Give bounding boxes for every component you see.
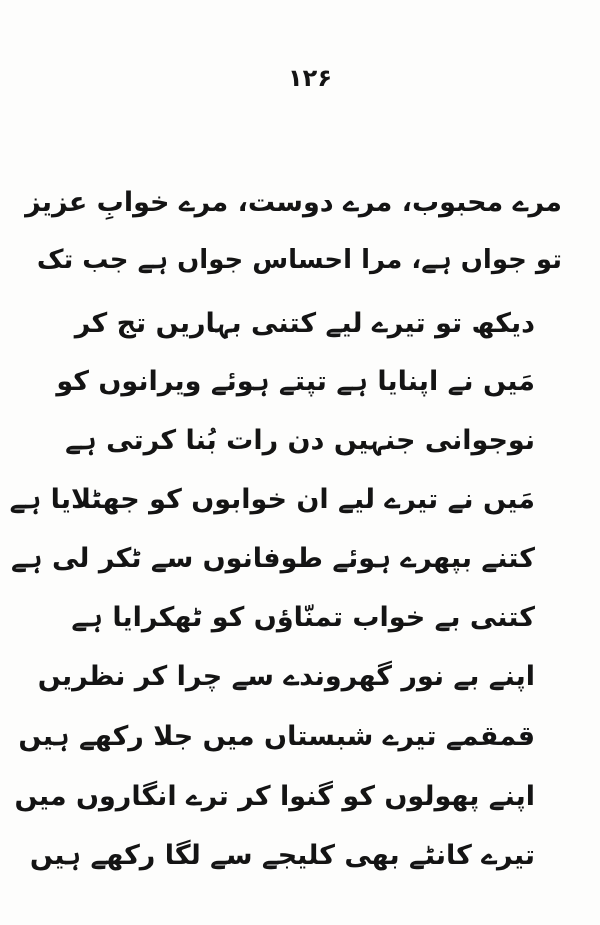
poem-line-3: نوجوانی جنہیں دن رات بُنا کرتی ہے xyxy=(65,425,535,456)
poem-line-10: تیرے کانٹے بھی کلیجے سے لگا رکھے ہیں xyxy=(29,840,535,871)
poem-line-5: کتنے بپھرے ہوئے طوفانوں سے ٹکر لی ہے xyxy=(10,543,535,574)
poem-line-4: مَیں نے تیرے لیے ان خوابوں کو جھٹلایا ہے xyxy=(9,484,535,515)
poem-intro-line-2: تو جواں ہے، مرا احساس جواں ہے جب تک xyxy=(36,245,562,275)
page-number: ۱۲۶ xyxy=(288,64,332,92)
poem-line-7: اپنے بے نور گھروندے سے چرا کر نظریں xyxy=(37,661,535,692)
poem-line-1: دیکھ تو تیرے لیے کتنی بہاریں تج کر xyxy=(74,308,535,339)
poem-line-6: کتنی بے خواب تمنّاؤں کو ٹھکرایا ہے xyxy=(71,602,535,633)
poem-line-8: قمقمے تیرے شبستاں میں جلا رکھے ہیں xyxy=(18,721,535,752)
poem-line-9: اپنے پھولوں کو گنوا کر ترے انگاروں میں xyxy=(14,781,535,812)
poem-line-2: مَیں نے اپنایا ہے تپتے ہوئے ویرانوں کو xyxy=(56,366,535,397)
poem-intro-line-1: مرے محبوب، مرے دوست، مرے خوابِ عزیز xyxy=(25,187,562,218)
